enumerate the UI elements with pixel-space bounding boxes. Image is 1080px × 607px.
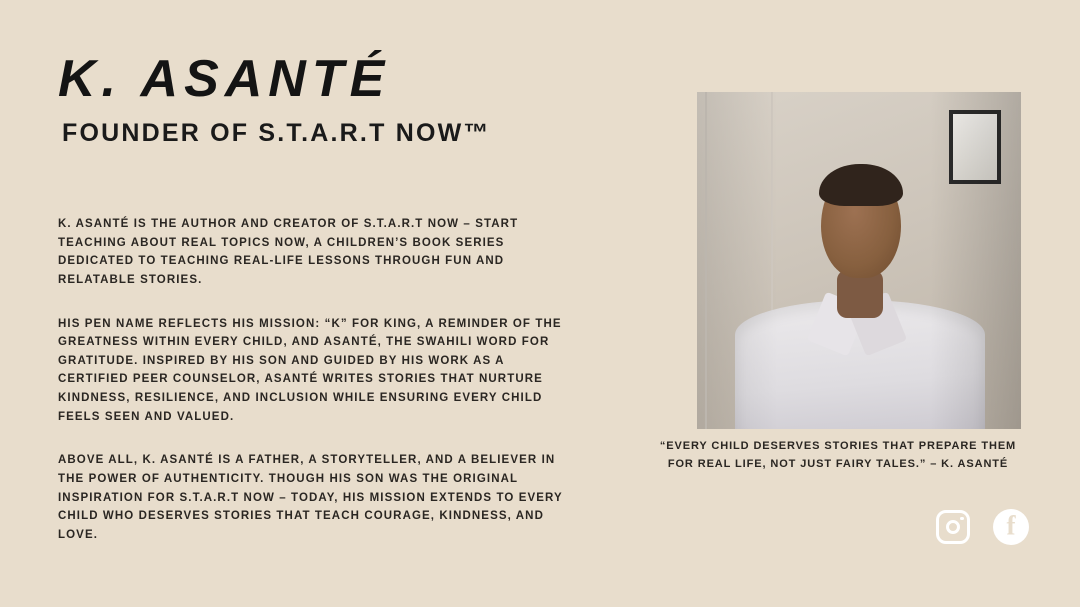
biography-text (58, 215, 563, 544)
pull-quote: “EVERY CHILD DESERVES STORIES THAT PREPARE THEM FOR REAL LIFE, NOT JUST FAIRY TALES.” – K. ASANTÉ (659, 440, 1017, 471)
instagram-icon (936, 510, 970, 544)
bio-paragraph-2: HIS PEN NAME REFLECTS HIS MISSION: “K” FOR KING, A REMINDER OF THE GREATNESS WITHIN EVERY CHILD, AND ASANTÉ, THE SWAHILI WORD FOR GRATITUDE. INSPIRED BY HIS SON AND GUIDED BY HIS WORK AS A CERTIFIED PEER COUNSELOR, ASANTÉ WRITES STORIES THAT NURTURE KINDNESS, RESILIENCE, AND INCLUSION WHILE ENSURING EVERY CHILD FEELS SEEN AND VALUED. (58, 317, 562, 423)
portrait-vignette (697, 92, 1021, 429)
facebook-icon (993, 509, 1029, 545)
page-subtitle: FOUNDER OF S.T.A.R.T NOW™ (62, 118, 491, 147)
page-title: K. ASANTÉ (58, 50, 391, 108)
facebook-link[interactable] (990, 506, 1032, 548)
social-links (932, 506, 1032, 548)
bio-paragraph-1: K. ASANTÉ IS THE AUTHOR AND CREATOR OF S.T.A.R.T NOW – START TEACHING ABOUT REAL TOPICS NOW, A CHILDREN’S BOOK SERIES DEDICATED TO TEACHING REAL-LIFE LESSONS THROUGH FUN AND RELATABLE STORIES. (58, 218, 519, 286)
header-block (58, 52, 578, 148)
bio-paragraph-3: ABOVE ALL, K. ASANTÉ IS A FATHER, A STORYTELLER, AND A BELIEVER IN THE POWER OF AUTHENTICITY. THOUGH HIS SON WAS THE ORIGINAL INSPIRATION FOR S.T.A.R.T NOW – TODAY, HIS MISSION EXTENDS TO EVERY CHILD WHO DESERVES STORIES THAT TEACH COURAGE, KINDNESS, AND LOVE. (58, 454, 563, 541)
author-portrait (697, 92, 1021, 429)
instagram-link[interactable] (932, 506, 974, 548)
portrait-image (697, 92, 1021, 429)
